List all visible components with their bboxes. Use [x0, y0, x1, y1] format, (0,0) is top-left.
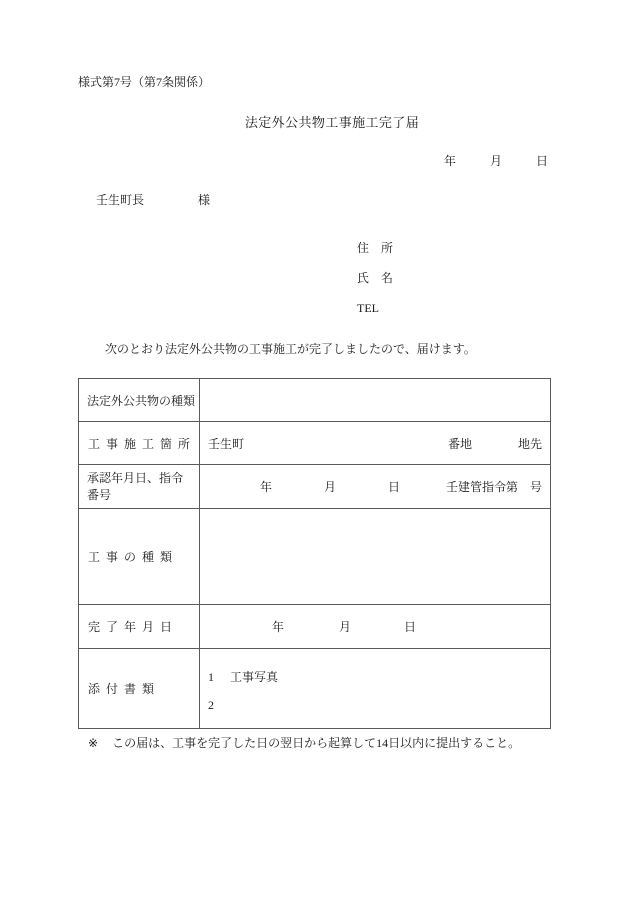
date-month-label: 月 — [489, 154, 502, 168]
attachment-number: 1 — [208, 669, 214, 684]
location-banchi-label: 番地 — [447, 436, 472, 451]
footnote-mark: ※ — [88, 736, 99, 750]
label-text: 法定外公共物の種類 — [87, 393, 196, 408]
table-row — [79, 605, 551, 649]
table-row — [79, 422, 551, 465]
row-value-completion-date[interactable] — [200, 605, 551, 649]
applicant-name-label: 氏 名 — [357, 271, 394, 285]
addressee-honorific: 様 — [198, 193, 211, 207]
applicant-address-label: 住 所 — [357, 241, 394, 255]
row-value-approval-date-order-number[interactable] — [200, 465, 551, 509]
location-chisaki-label: 地先 — [517, 436, 542, 451]
submission-date-line — [0, 152, 630, 170]
order-number-suffix: 号 — [529, 480, 542, 494]
label-text: 添付書類 — [88, 682, 161, 696]
location-town: 壬生町 — [208, 436, 245, 451]
list-item — [208, 691, 542, 719]
row-label-attachments — [79, 649, 200, 729]
approval-month-label: 月 — [324, 480, 337, 494]
approval-year-label: 年 — [260, 480, 273, 494]
row-value-attachments[interactable] — [200, 649, 551, 729]
footnote-text: この届は、工事を完了した日の翌日から起算して14日以内に提出すること。 — [112, 736, 521, 750]
order-number-prefix: 壬建管指令第 — [446, 480, 519, 494]
addressee-recipient: 壬生町長 — [96, 193, 145, 207]
footnote — [88, 734, 520, 752]
completion-year-label: 年 — [272, 620, 285, 634]
page-title: 法定外公共物工事施工完了届 — [244, 115, 420, 130]
table-row — [79, 379, 551, 422]
row-label-construction-type — [79, 509, 200, 605]
row-value-public-object-type[interactable] — [200, 379, 551, 422]
table-row — [79, 465, 551, 509]
attachment-number: 2 — [208, 697, 214, 712]
label-text: 完了年月日 — [88, 620, 179, 634]
row-label-completion-date — [79, 605, 200, 649]
attachment-text: 工事写真 — [230, 669, 279, 684]
intro-text: 次のとおり法定外公共物の工事施工が完了しましたので、届けます。 — [105, 342, 476, 356]
approval-day-label: 日 — [388, 480, 401, 494]
list-item — [208, 663, 542, 691]
table-row — [79, 509, 551, 605]
row-value-construction-location[interactable] — [200, 422, 551, 465]
date-day-label: 日 — [535, 154, 548, 168]
row-label-construction-location — [79, 422, 200, 465]
label-text: 工事の種類 — [88, 550, 179, 564]
date-year-label: 年 — [443, 154, 456, 168]
form-number: 様式第7号（第7条関係） — [78, 75, 211, 89]
row-value-construction-type[interactable] — [200, 509, 551, 605]
addressee — [96, 191, 210, 209]
table-row — [79, 649, 551, 729]
label-text: 工事施工箇所 — [88, 436, 197, 451]
label-text: 承認年月日、指令番号 — [87, 470, 184, 502]
row-label-public-object-type — [79, 379, 200, 422]
completion-day-label: 日 — [404, 620, 417, 634]
declaration-table — [78, 378, 551, 729]
applicant-tel-label: TEL — [357, 301, 379, 315]
completion-month-label: 月 — [339, 620, 352, 634]
row-label-approval-date-order-number — [79, 465, 200, 509]
applicant-block — [357, 233, 393, 323]
